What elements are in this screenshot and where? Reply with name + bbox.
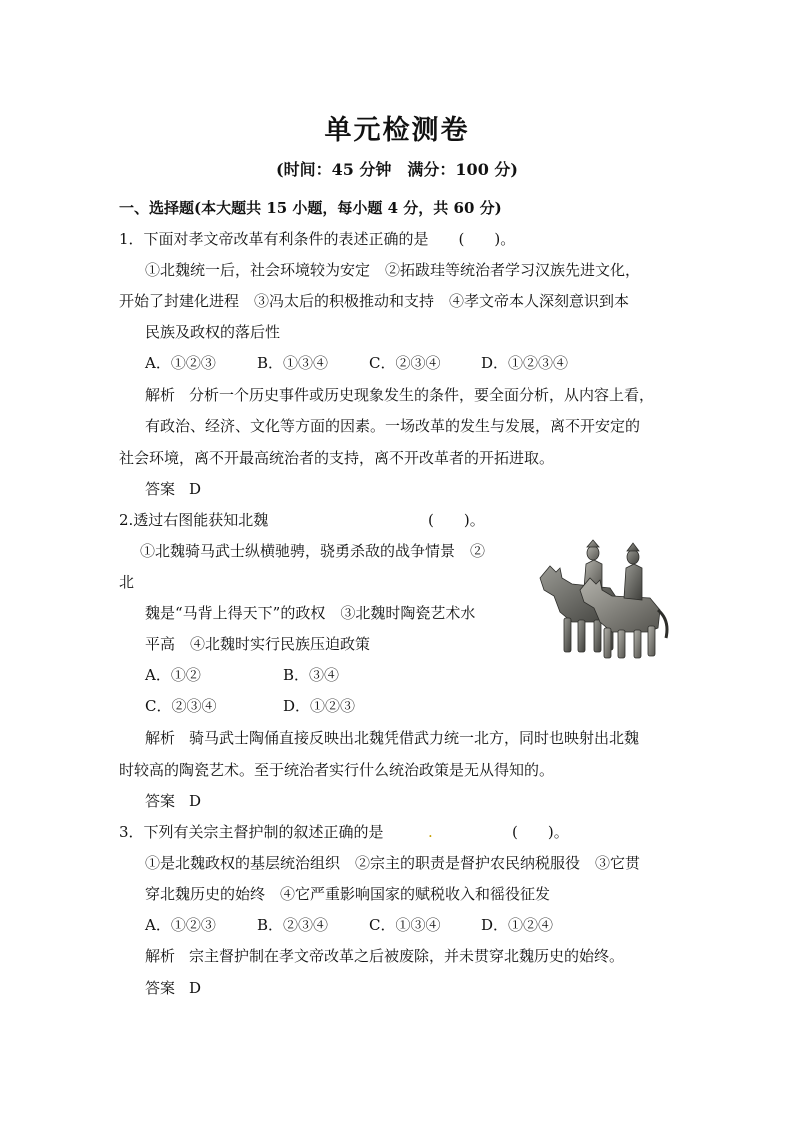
answer-value: D bbox=[189, 792, 202, 810]
q3-option-b[interactable]: B．②③④ bbox=[257, 916, 329, 934]
q1-options bbox=[145, 353, 568, 373]
q2-analysis-line1 bbox=[145, 728, 639, 748]
q1-analysis-line1 bbox=[145, 385, 654, 405]
answer-value: D bbox=[189, 979, 202, 997]
q2-statement-line3: 魏是“马背上得天下”的政权 ③北魏时陶瓷艺术水 bbox=[145, 604, 476, 622]
q1-option-c[interactable]: C．②③④ bbox=[369, 354, 441, 372]
horse-rider-figurines-image bbox=[532, 538, 674, 664]
q3-stem: 3．下列有关宗主督护制的叙述正确的是 bbox=[119, 823, 384, 841]
q1-analysis-line2: 有政治、经济、文化等方面的因素。一场改革的发生与发展，离不开安定的 bbox=[145, 417, 641, 435]
page-subtitle: (时间：45 分钟 满分：100 分) bbox=[276, 160, 518, 179]
q3-option-c[interactable]: C．①③④ bbox=[369, 916, 441, 934]
analysis-text: 分析一个历史事件或历史现象发生的条件，要全面分析，从内容上看， bbox=[189, 386, 655, 404]
q3-option-d[interactable]: D．①②④ bbox=[481, 916, 554, 934]
q1-option-d[interactable]: D．①②③④ bbox=[481, 354, 569, 372]
figurine-icon bbox=[532, 538, 674, 664]
analysis-label: 解析 bbox=[145, 947, 176, 965]
answer-label: 答案 bbox=[145, 792, 176, 810]
analysis-label: 解析 bbox=[145, 386, 176, 404]
q1-statement-line3: 民族及政权的落后性 bbox=[145, 323, 281, 341]
q2-option-a[interactable]: A．①② bbox=[145, 666, 201, 684]
q3-answer bbox=[145, 978, 201, 998]
q3-analysis-line1 bbox=[145, 946, 624, 966]
q2-paren: ( )。 bbox=[428, 511, 485, 529]
q1-option-b[interactable]: B．①③④ bbox=[257, 354, 329, 372]
q2-option-c[interactable]: C．②③④ bbox=[145, 697, 217, 715]
answer-value: D bbox=[189, 480, 202, 498]
q1-analysis-line3: 社会环境，离不开最高统治者的支持，离不开改革者的开拓进取。 bbox=[119, 449, 555, 467]
q2-options-row1 bbox=[145, 665, 339, 685]
q1-answer bbox=[145, 479, 201, 499]
q3-statement-line1: ①是北魏政权的基层统治组织 ②宗主的职责是督护农民纳税服役 ③它贯 bbox=[145, 854, 641, 872]
section-heading: 一、选择题(本大题共 15 小题，每小题 4 分，共 60 分) bbox=[119, 199, 502, 217]
page-title: 单元检测卷 bbox=[324, 115, 470, 146]
q2-answer bbox=[145, 791, 201, 811]
q1-stem: 1．下面对孝文帝改革有利条件的表述正确的是 ( )。 bbox=[119, 230, 516, 248]
q3-options bbox=[145, 915, 553, 935]
answer-label: 答案 bbox=[145, 480, 176, 498]
answer-label: 答案 bbox=[145, 979, 176, 997]
q3-statement-line2: 穿北魏历史的始终 ④它严重影响国家的赋税收入和徭役征发 bbox=[145, 885, 551, 903]
q2-statement-line2: 北 bbox=[119, 573, 135, 591]
analysis-text: 宗主督护制在孝文帝改革之后被废除，并未贯穿北魏历史的始终。 bbox=[189, 947, 625, 965]
q2-option-d[interactable]: D．①②③ bbox=[283, 697, 356, 715]
q2-analysis-line2: 时较高的陶瓷艺术。至于统治者实行什么统治政策是无从得知的。 bbox=[119, 761, 555, 779]
analysis-label: 解析 bbox=[145, 729, 176, 747]
q1-option-a[interactable]: A．①②③ bbox=[145, 354, 216, 372]
q2-options-row2 bbox=[145, 696, 355, 716]
q3-option-a[interactable]: A．①②③ bbox=[145, 916, 216, 934]
q2-statement-line1: ①北魏骑马武士纵横驰骋，骁勇杀敌的战争情景 ② bbox=[140, 542, 486, 560]
q2-stem: 2.透过右图能获知北魏 bbox=[119, 511, 269, 529]
q3-dot: . bbox=[428, 823, 433, 841]
q2-option-b[interactable]: B．③④ bbox=[283, 666, 340, 684]
q1-statement-line2: 开始了封建化进程 ③冯太后的积极推动和支持 ④孝文帝本人深刻意识到本 bbox=[119, 292, 630, 310]
q2-statement-line4: 平高 ④北魏时实行民族压迫政策 bbox=[145, 635, 371, 653]
analysis-text: 骑马武士陶俑直接反映出北魏凭借武力统一北方，同时也映射出北魏 bbox=[189, 729, 640, 747]
q1-statement-line1: ①北魏统一后，社会环境较为安定 ②拓跋珪等统治者学习汉族先进文化， bbox=[145, 261, 641, 279]
q3-paren: ( )。 bbox=[512, 823, 569, 841]
